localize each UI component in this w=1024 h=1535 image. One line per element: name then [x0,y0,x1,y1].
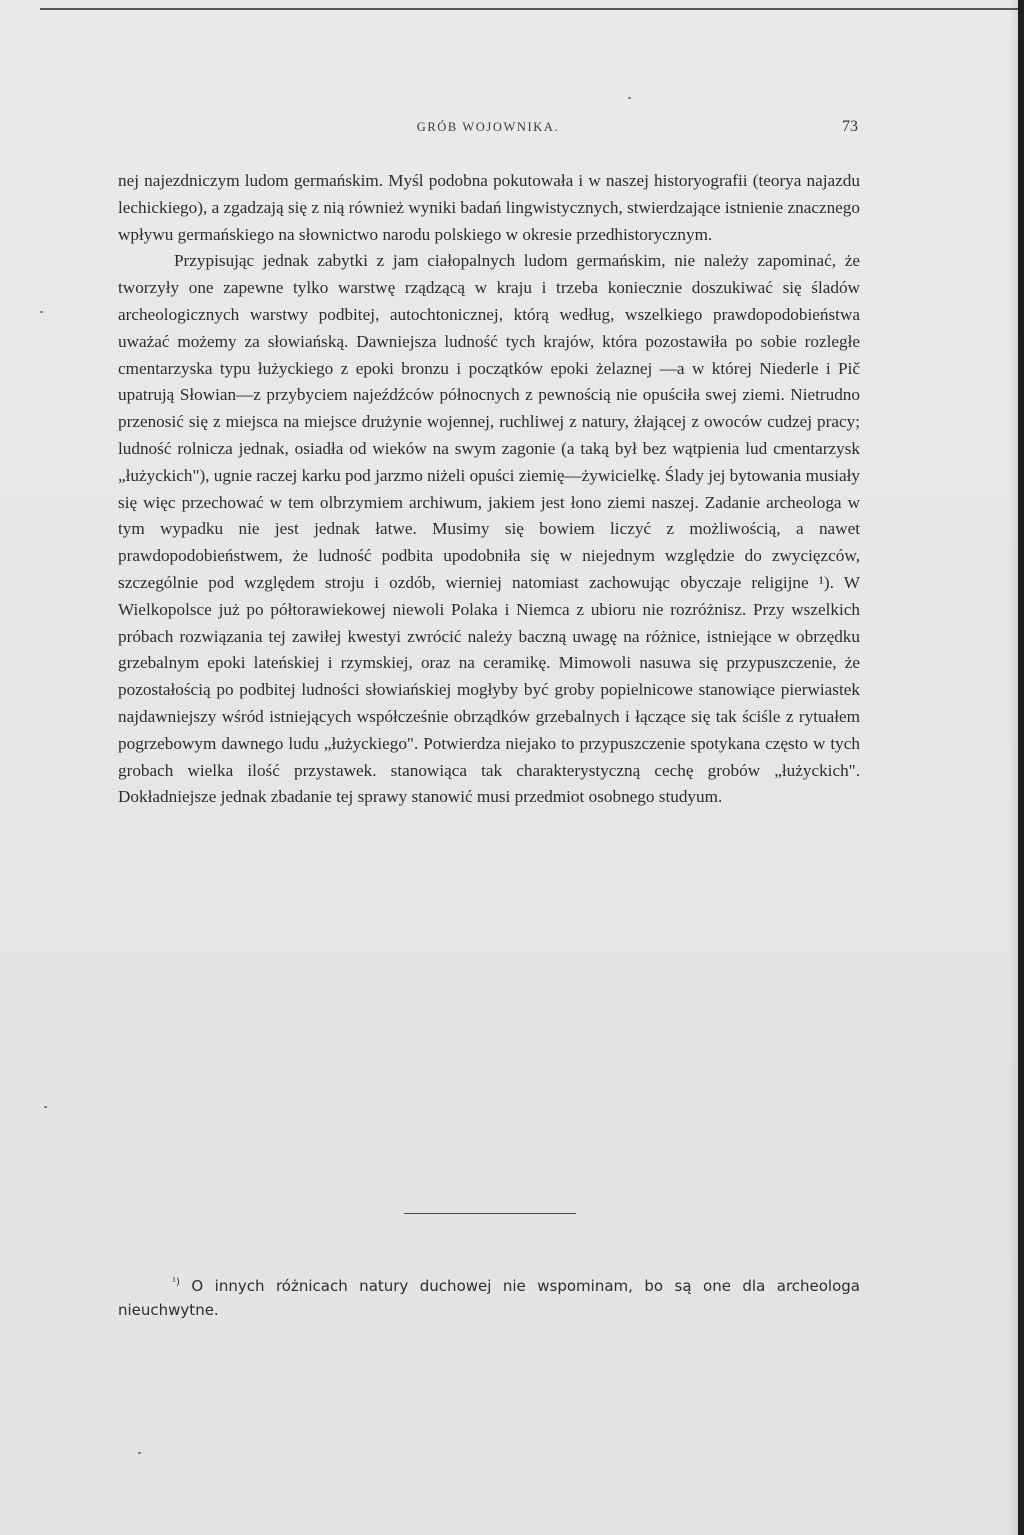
page-number: 73 [842,118,858,135]
paragraph-main: Przypisując jednak zabytki z jam ciałopalnych ludom germańskim, nie należy zapominać, że tworzyły one zapewne tylko warstwę rządzącą w kraju i trzeba koniecznie doszukiwać się śladów archeologicznych warstwy podbitej, autochtonicznej, którą według, wszelkiego prawdopodobieństwa uważać możemy za słowiańską. Dawniejsza ludność tych krajów, która pozostawiła po sobie rozległe cmentarzyska typu łużyckiego z epoki bronzu i początków epoki żelaznej —a w której Niederle i Pič upatrują Słowian—z przybyciem najeźdźców północnych z pewnością nie opuściła swej ziemi. Nietrudno przenosić się z miejsca na miejsce drużynie wojennej, ruchliwej z natury, żłającej z owoców cudzej pracy; ludność rolnicza jednak, osiadła od wieków na swym zagonie (a taką był bez wątpienia lud cmentarzysk „łużyckich"), ugnie raczej karku pod jarzmo niżeli opuści ziemię—żywicielkę. Ślady jej bytowania musiały się więc przechować w tem olbrzymiem archiwum, jakiem jest łono ziemi naszej. Zadanie archeologa w tym wypadku nie jest jednak łatwe. Musimy się bowiem liczyć z możliwością, a nawet prawdopodobieństwem, że ludność podbita upodobniła się w niejednym względzie do zwycięzców, szczególnie pod względem stroju i ozdób, wierniej natomiast zachowując obyczaje religijne ¹). W Wielkopolsce już po półtorawiekowej niewoli Polaka i Niemca z ubioru nie rozróżnisz. Przy wszelkich próbach rozwiązania tej zawiłej kwestyi zwrócić należy baczną uwagę na różnice, istniejące w obrzędku grzebalnym epoki lateńskiej i rzymskiej, oraz na ceramikę. Mimowoli nasuwa się przypuszczenie, że pozostałością po podbitej ludności słowiańskiej mogłyby być groby popielnicowe stanowiące pierwiastek najdawniejszy wśród istniejących współcześnie obrządków grzebalnych i łączące się tak ściśle z rytuałem pogrzebowym dawnego ludu „łużyckiego". Potwierdza niejako to przypuszczenie spotykana często w tych grobach wielka ilość przystawek. stanowiąca tak charakterystyczną cechę grobów „łużyckich". Dokładniejsze jednak zbadanie tej sprawy stanowić musi przedmiot osobnego studyum. [118,251,860,807]
footnote-text: O innych różnicach natury duchowej nie wspominam, bo są one dla archeologa nieuchwytne. [118,1277,860,1319]
paragraph-continuation: nej najezdniczym ludom germańskim. Myśl podobna pokutowała i w naszej historyografii (teorya najazdu lechickiego), a zgadzają się z nią również wyniki badań lingwistycznych, stwierdzające istnienie znacznego wpływu germańskiego na słownictwo narodu polskiego w okresie przedhistorycznym. [118,171,860,244]
page-right-edge [1018,0,1024,1535]
footnote-divider [404,1213,576,1214]
page-edge-shadow [1008,0,1018,1535]
footnote-paragraph [118,1274,860,1322]
footnote [118,1274,860,1322]
scan-speck [44,1106,47,1108]
scan-speck [138,1452,141,1454]
scan-speck [628,97,631,99]
page-top-edge [40,8,1018,10]
footnote-marker: ¹) [172,1277,180,1288]
running-head [118,120,858,144]
running-title: GRÓB WOJOWNIKA. [416,120,560,134]
scan-speck [40,311,43,313]
body-text [118,168,860,811]
